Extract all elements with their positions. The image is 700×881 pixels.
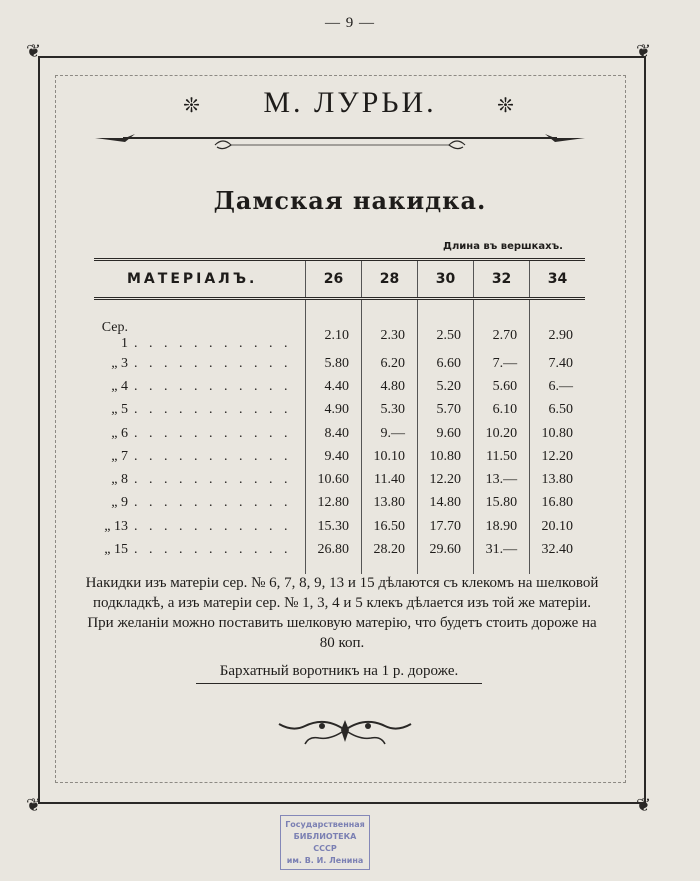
corner-scroll-icon: ❦ [636, 795, 652, 815]
series-label-cell [94, 492, 306, 515]
series-label-cell [94, 352, 306, 375]
price-cell: 12.20 [418, 468, 474, 491]
table-row [94, 492, 585, 515]
price-cell: 4.80 [362, 375, 418, 398]
price-cell: 15.30 [306, 515, 362, 538]
price-cell: 29.60 [418, 538, 474, 573]
stamp-line: БИБЛИОТЕКА [293, 832, 357, 841]
price-cell: 11.40 [362, 468, 418, 491]
price-cell: 6.60 [418, 352, 474, 375]
price-cell: 10.80 [418, 445, 474, 468]
price-cell: 5.20 [418, 375, 474, 398]
price-cell: 4.90 [306, 399, 362, 422]
price-cell: 13.— [474, 468, 530, 491]
series-label-cell [94, 445, 306, 468]
price-cell: 10.80 [530, 422, 585, 445]
leader-dots: . . . . . . . . . . . [134, 425, 292, 441]
price-cell: 9.— [362, 422, 418, 445]
price-table [94, 258, 585, 574]
leader-dots: . . . . . . . . . . . [134, 472, 292, 488]
series-label: „ 7 [111, 448, 128, 464]
length-subtitle: Длина въ вершкахъ. [443, 241, 563, 252]
corner-scroll-icon: ❦ [636, 41, 652, 61]
table-header-row [94, 260, 585, 299]
leader-dots: . . . . . . . . . . . [134, 448, 292, 464]
ornamental-rule [95, 133, 585, 151]
size-column-header: 34 [530, 260, 585, 299]
series-label-cell [94, 399, 306, 422]
leader-dots: . . . . . . . . . . . [134, 518, 292, 534]
size-column-header: 28 [362, 260, 418, 299]
page-number: — 9 — [325, 15, 375, 31]
series-label: „ 13 [104, 518, 128, 534]
price-cell: 5.80 [306, 352, 362, 375]
price-cell: 6.10 [474, 399, 530, 422]
page-title: Дамская накидка. [213, 186, 487, 215]
lining-note: Накидки изъ матеріи сер. № 6, 7, 8, 9, 13 и 15 дѣлаются съ клекомъ на шелковой подкладкѣ, а изъ матеріи сер. № 1, 3, 4 и 5 клекъ дѣлается изъ той же матеріи. При желаніи можно поставить шелковую матерію, что будетъ стоить дороже на 80 коп. [85, 575, 599, 651]
price-cell: 7.— [474, 352, 530, 375]
price-cell: 14.80 [418, 492, 474, 515]
leader-dots: . . . . . . . . . . . [134, 542, 292, 558]
price-cell: 13.80 [530, 468, 585, 491]
table-row [94, 422, 585, 445]
price-cell: 6.— [530, 375, 585, 398]
series-label-cell [94, 422, 306, 445]
stamp-line: СССР [313, 844, 337, 853]
series-label: „ 5 [111, 402, 128, 418]
price-cell: 2.10 [306, 299, 362, 353]
price-cell: 2.50 [418, 299, 474, 353]
corner-scroll-icon: ❦ [26, 795, 42, 815]
table-row [94, 352, 585, 375]
price-cell: 9.60 [418, 422, 474, 445]
price-cell: 6.20 [362, 352, 418, 375]
price-cell: 2.30 [362, 299, 418, 353]
price-cell: 7.40 [530, 352, 585, 375]
price-cell: 5.30 [362, 399, 418, 422]
series-label-cell [94, 538, 306, 573]
price-cell: 5.70 [418, 399, 474, 422]
table-row [94, 399, 585, 422]
price-cell: 15.80 [474, 492, 530, 515]
table-row [94, 375, 585, 398]
price-cell: 13.80 [362, 492, 418, 515]
series-label: „ 9 [111, 495, 128, 511]
price-cell: 20.10 [530, 515, 585, 538]
price-cell: 31.— [474, 538, 530, 573]
price-cell: 26.80 [306, 538, 362, 573]
size-column-header: 26 [306, 260, 362, 299]
star-ornament-icon: ❊ [497, 94, 517, 117]
velvet-collar-note: Бархатный воротникъ на 1 р. дороже. [196, 663, 482, 684]
stamp-line: Государственная [285, 820, 365, 829]
price-cell: 10.20 [474, 422, 530, 445]
series-label: „ 3 [111, 355, 128, 371]
company-name: М. ЛУРЬИ. [263, 86, 437, 119]
price-cell: 17.70 [418, 515, 474, 538]
price-cell: 10.10 [362, 445, 418, 468]
price-cell: 4.40 [306, 375, 362, 398]
price-cell: 10.60 [306, 468, 362, 491]
material-column-header: МАТЕРІАЛЪ. [94, 260, 306, 299]
header [0, 86, 700, 120]
size-column-header: 30 [418, 260, 474, 299]
price-cell: 12.20 [530, 445, 585, 468]
price-cell: 12.80 [306, 492, 362, 515]
series-label: „ 8 [111, 472, 128, 488]
price-cell: 6.50 [530, 399, 585, 422]
series-label-cell [94, 515, 306, 538]
table-row [94, 515, 585, 538]
stamp-line: им. В. И. Ленина [286, 856, 364, 865]
series-label: Сер. 1 [101, 320, 128, 351]
price-cell: 5.60 [474, 375, 530, 398]
size-column-header: 32 [474, 260, 530, 299]
leader-dots: . . . . . . . . . . . [134, 378, 292, 394]
price-cell: 16.50 [362, 515, 418, 538]
corner-scroll-icon: ❦ [26, 41, 42, 61]
series-label: „ 4 [111, 378, 128, 394]
price-cell: 28.20 [362, 538, 418, 573]
table-row [94, 445, 585, 468]
table-row [94, 468, 585, 491]
price-cell: 11.50 [474, 445, 530, 468]
leader-dots: . . . . . . . . . . . [134, 402, 292, 418]
leader-dots: . . . . . . . . . . . [134, 336, 292, 351]
price-cell: 8.40 [306, 422, 362, 445]
price-cell: 2.70 [474, 299, 530, 353]
price-cell: 18.90 [474, 515, 530, 538]
leader-dots: . . . . . . . . . . . [134, 495, 292, 511]
price-cell: 9.40 [306, 445, 362, 468]
series-label-cell [94, 375, 306, 398]
price-cell: 2.90 [530, 299, 585, 353]
series-label: „ 6 [111, 425, 128, 441]
series-label: „ 15 [104, 542, 128, 558]
table-row [94, 538, 585, 573]
flourish-ornament-icon [270, 712, 420, 748]
star-ornament-icon: ❊ [183, 94, 203, 117]
series-label-cell [94, 468, 306, 491]
table-row [94, 299, 585, 353]
price-cell: 16.80 [530, 492, 585, 515]
leader-dots: . . . . . . . . . . . [134, 355, 292, 371]
series-label-cell [94, 299, 306, 353]
library-stamp [280, 815, 370, 870]
price-cell: 32.40 [530, 538, 585, 573]
